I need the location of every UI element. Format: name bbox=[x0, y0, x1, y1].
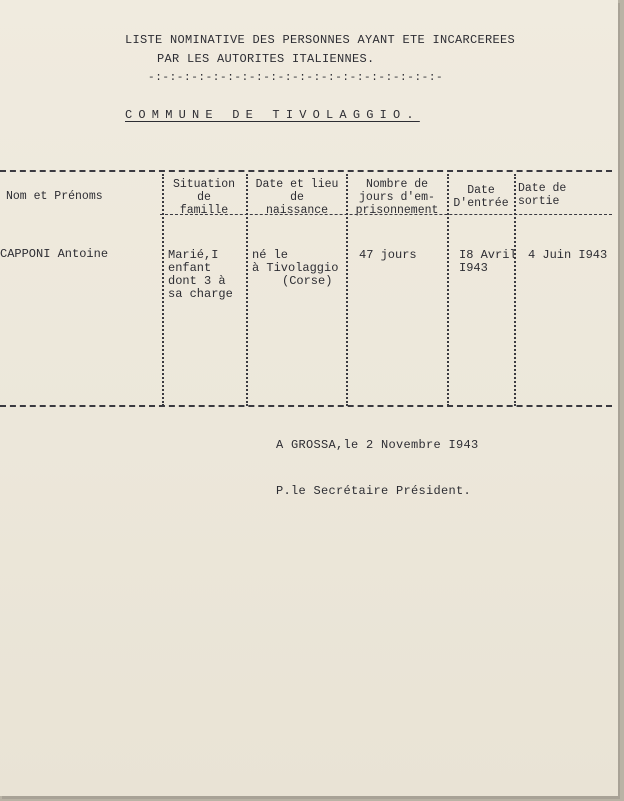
cell-exit-date: 4 Juin I943 bbox=[528, 248, 608, 262]
commune-heading: COMMUNE DE TIVOLAGGIO. bbox=[125, 108, 420, 122]
table-top-rule bbox=[0, 170, 612, 172]
column-separator bbox=[514, 174, 516, 406]
cell-birth: né le à Tivolaggio (Corse) bbox=[252, 248, 339, 288]
column-separator bbox=[246, 174, 248, 406]
cell-family-situation: Marié,I enfant dont 3 à sa charge bbox=[168, 248, 233, 301]
column-header-birth: Date et lieu de naissance bbox=[255, 178, 339, 217]
column-separator bbox=[447, 174, 449, 406]
document-title-line-1: LISTE NOMINATIVE DES PERSONNES AYANT ETE INCARCEREES bbox=[125, 33, 516, 47]
title-separator: -:-:-:-:-:-:-:-:-:-:-:-:-:-:-:-:-:-:-:-:- bbox=[148, 72, 444, 84]
column-header-days: Nombre de jours d'em- prisonnement bbox=[355, 178, 439, 217]
cell-name: CAPPONI Antoine bbox=[0, 247, 109, 261]
column-separator bbox=[346, 174, 348, 406]
column-header-entry-date: Date D'entrée bbox=[453, 184, 509, 210]
document-title-line-2: PAR LES AUTORITES ITALIENNES. bbox=[157, 52, 375, 66]
cell-days: 47 jours bbox=[359, 248, 417, 262]
signature-line: P.le Secrétaire Président. bbox=[276, 484, 472, 498]
column-header-family-situation: Situation de famille bbox=[172, 178, 236, 217]
cell-entry-date: I8 Avril I943 bbox=[459, 248, 517, 275]
column-header-exit-date: Date de sortie bbox=[518, 182, 567, 208]
table-bottom-rule bbox=[0, 405, 612, 407]
place-and-date: A GROSSA,le 2 Novembre I943 bbox=[276, 438, 479, 452]
column-header-name: Nom et Prénoms bbox=[6, 190, 103, 203]
